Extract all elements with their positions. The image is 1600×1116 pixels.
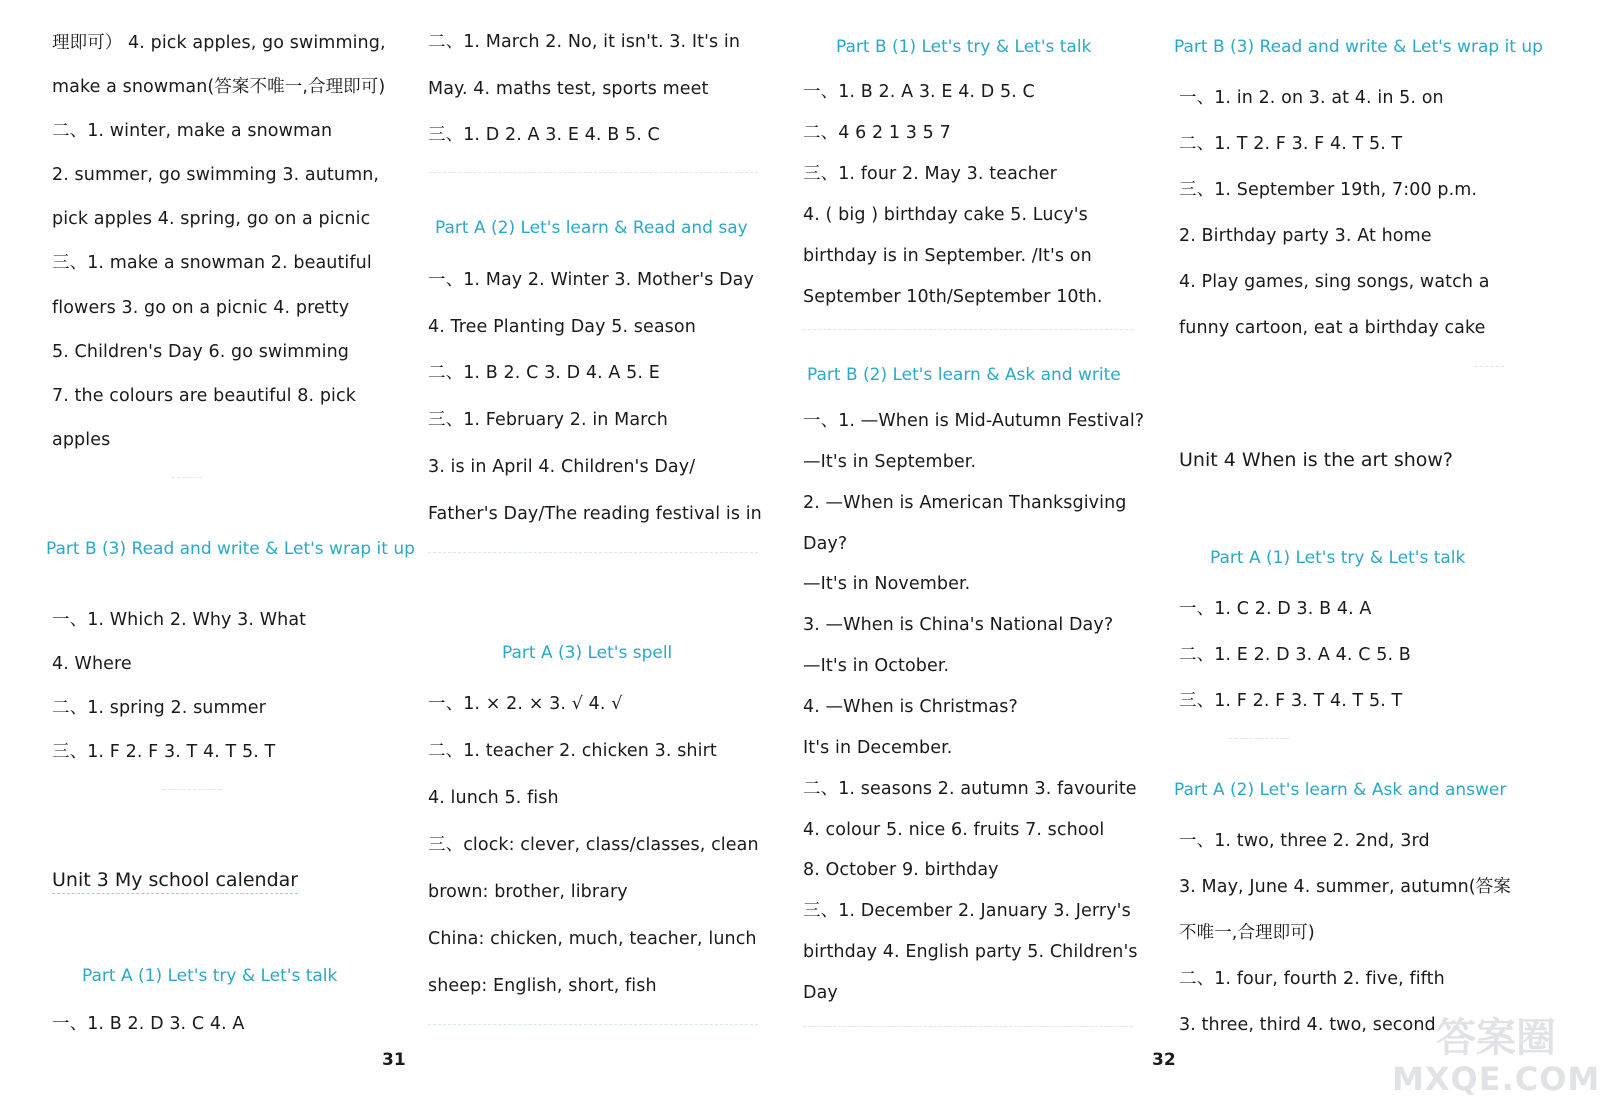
answer-line: 4. Where bbox=[52, 654, 132, 674]
answer-line: —It's in September. bbox=[803, 452, 977, 472]
divider bbox=[428, 552, 758, 553]
answer-line: make a snowman(答案不唯一,合理即可) bbox=[52, 77, 386, 97]
unit-title bbox=[52, 867, 298, 893]
unit-title-text: Unit 3 My school calendar bbox=[52, 869, 298, 894]
answer-line: 4. ( big ) birthday cake 5. Lucy's bbox=[803, 205, 1088, 225]
section-heading: Part B (3) Read and write & Let's wrap it up bbox=[46, 539, 415, 559]
answer-line: 二、1. T 2. F 3. F 4. T 5. T bbox=[1179, 134, 1403, 154]
answer-line: Day bbox=[803, 983, 838, 1003]
answer-line: 4. —When is Christmas? bbox=[803, 697, 1018, 717]
answer-line: pick apples 4. spring, go on a picnic bbox=[52, 209, 371, 229]
answer-line: 三、1. September 19th, 7:00 p.m. bbox=[1179, 180, 1478, 200]
answer-line: 三、1. D 2. A 3. E 4. B 5. C bbox=[428, 125, 660, 145]
answer-line: September 10th/September 10th. bbox=[803, 287, 1103, 307]
answer-line: —It's in November. bbox=[803, 574, 971, 594]
answer-line: 三、1. February 2. in March bbox=[428, 410, 668, 430]
section-heading: Part A (3) Let's spell bbox=[502, 643, 673, 663]
page-number-left: 31 bbox=[382, 1050, 406, 1070]
answer-line: funny cartoon, eat a birthday cake bbox=[1179, 318, 1486, 338]
answer-line: 一、1. × 2. × 3. √ 4. √ bbox=[428, 694, 623, 714]
answer-line: 二、1. four, fourth 2. five, fifth bbox=[1179, 969, 1445, 989]
answer-line: 3. —When is China's National Day? bbox=[803, 615, 1114, 635]
answer-line: 一、1. —When is Mid-Autumn Festival? bbox=[803, 411, 1145, 431]
answer-line: 4. Play games, sing songs, watch a bbox=[1179, 272, 1490, 292]
answer-line: 一、1. in 2. on 3. at 4. in 5. on bbox=[1179, 88, 1444, 108]
section-heading: Part A (2) Let's learn & Read and say bbox=[435, 218, 748, 238]
answer-line: 2. —When is American Thanksgiving bbox=[803, 493, 1127, 513]
answer-line: 7. the colours are beautiful 8. pick bbox=[52, 386, 356, 406]
answer-line: 3. three, third 4. two, second bbox=[1179, 1015, 1436, 1035]
answer-line: 三、clock: clever, class/classes, clean bbox=[428, 835, 759, 855]
section-heading: Part B (3) Read and write & Let's wrap it up bbox=[1174, 37, 1543, 57]
answer-line: 二、1. winter, make a snowman bbox=[52, 121, 333, 141]
section-heading: Part A (1) Let's try & Let's talk bbox=[1210, 548, 1466, 568]
answer-line: 三、1. December 2. January 3. Jerry's bbox=[803, 901, 1131, 921]
page-number-right: 32 bbox=[1152, 1050, 1176, 1070]
divider bbox=[428, 1024, 758, 1025]
answer-line: Father's Day/The reading festival is in bbox=[428, 504, 762, 524]
section-heading: Part A (1) Let's try & Let's talk bbox=[82, 966, 338, 986]
answer-line: 二、1. seasons 2. autumn 3. favourite bbox=[803, 779, 1137, 799]
answer-line: 二、1. E 2. D 3. A 4. C 5. B bbox=[1179, 645, 1411, 665]
divider bbox=[1229, 738, 1289, 739]
answer-line: 三、1. four 2. May 3. teacher bbox=[803, 164, 1057, 184]
answer-line: 4. Tree Planting Day 5. season bbox=[428, 317, 696, 337]
answer-line: apples bbox=[52, 430, 111, 450]
answer-line: —It's in October. bbox=[803, 656, 950, 676]
answer-line: 二、1. B 2. C 3. D 4. A 5. E bbox=[428, 363, 660, 383]
answer-line: 一、1. B 2. D 3. C 4. A bbox=[52, 1014, 245, 1034]
answer-line: 一、1. B 2. A 3. E 4. D 5. C bbox=[803, 82, 1035, 102]
answer-line: sheep: English, short, fish bbox=[428, 976, 657, 996]
answer-line: 理即可） 4. pick apples, go swimming, bbox=[52, 33, 386, 53]
answer-line: 3. May, June 4. summer, autumn(答案 bbox=[1179, 877, 1511, 897]
answer-line: 2. Birthday party 3. At home bbox=[1179, 226, 1432, 246]
answer-line: 三、1. F 2. F 3. T 4. T 5. T bbox=[1179, 691, 1403, 711]
answer-line: 不唯一,合理即可) bbox=[1179, 923, 1315, 943]
answer-line: 二、1. March 2. No, it isn't. 3. It's in bbox=[428, 32, 741, 52]
divider bbox=[803, 1026, 1133, 1027]
answer-line: 8. October 9. birthday bbox=[803, 860, 999, 880]
divider bbox=[428, 172, 758, 173]
section-heading: Part B (2) Let's learn & Ask and write bbox=[807, 365, 1121, 385]
answer-line: 二、1. teacher 2. chicken 3. shirt bbox=[428, 741, 717, 761]
answer-line: 2. summer, go swimming 3. autumn, bbox=[52, 165, 380, 185]
watermark-url-text: MXQE.COM bbox=[1392, 1060, 1600, 1098]
divider bbox=[172, 477, 202, 478]
answer-line: 一、1. two, three 2. 2nd, 3rd bbox=[1179, 831, 1430, 851]
answer-line: 三、1. make a snowman 2. beautiful bbox=[52, 253, 372, 273]
answer-line: 二、1. spring 2. summer bbox=[52, 698, 266, 718]
answer-line: It's in December. bbox=[803, 738, 953, 758]
answer-line: 一、1. C 2. D 3. B 4. A bbox=[1179, 599, 1372, 619]
answer-line: 一、1. May 2. Winter 3. Mother's Day bbox=[428, 270, 754, 290]
answer-line: Day? bbox=[803, 534, 848, 554]
answer-line: flowers 3. go on a picnic 4. pretty bbox=[52, 298, 350, 318]
divider bbox=[803, 329, 1133, 330]
answer-line: 一、1. Which 2. Why 3. What bbox=[52, 610, 307, 630]
section-heading: Part A (2) Let's learn & Ask and answer bbox=[1174, 780, 1507, 800]
answer-line: 3. is in April 4. Children's Day/ bbox=[428, 457, 696, 477]
answer-line: China: chicken, much, teacher, lunch bbox=[428, 929, 757, 949]
answer-line: birthday is in September. /It's on bbox=[803, 246, 1092, 266]
divider bbox=[1474, 366, 1504, 367]
answer-line: 三、1. F 2. F 3. T 4. T 5. T bbox=[52, 742, 276, 762]
answer-line: 二、4 6 2 1 3 5 7 bbox=[803, 123, 951, 143]
answer-line: 4. lunch 5. fish bbox=[428, 788, 559, 808]
answer-line: brown: brother, library bbox=[428, 882, 628, 902]
answer-line: 4. colour 5. nice 6. fruits 7. school bbox=[803, 820, 1105, 840]
unit-title: Unit 4 When is the art show? bbox=[1179, 449, 1454, 471]
watermark-top-text: 答案圈 bbox=[1436, 1015, 1556, 1061]
section-heading: Part B (1) Let's try & Let's talk bbox=[836, 37, 1092, 57]
answer-line: May. 4. maths test, sports meet bbox=[428, 79, 709, 99]
divider bbox=[162, 789, 222, 790]
answer-line: birthday 4. English party 5. Children's bbox=[803, 942, 1138, 962]
answer-line: 5. Children's Day 6. go swimming bbox=[52, 342, 349, 362]
